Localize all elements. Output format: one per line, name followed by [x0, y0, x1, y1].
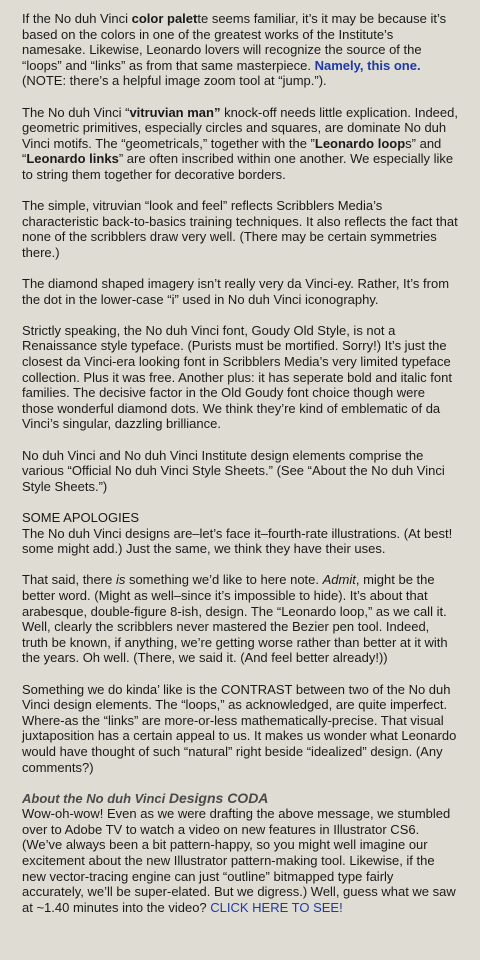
text: If the No duh Vinci [22, 11, 132, 26]
text: s” and “ [22, 135, 442, 167]
text: ” are often inscribed within one another. We especially like to string them together for decorative borders. [22, 151, 454, 182]
text: The No duh Vinci “ [22, 104, 130, 120]
italic-text: Admit [322, 572, 356, 588]
paragraph-admission [22, 572, 458, 666]
bold-text: Leonardo loop [314, 135, 406, 151]
text: te seems familiar, it’s it may be because it’s based on the colors in one of the greatest works of the Institute’s namesake. Likewise, Leonardo lovers will recognize the source of the “loops” and “links” as from that same masterpiece. [22, 11, 447, 73]
click-here-link[interactable]: CLICK HERE TO SEE! [210, 899, 343, 915]
paragraph-vitruvian-man [22, 105, 458, 183]
text: That said, there [22, 572, 116, 588]
italic-text: is [115, 572, 126, 588]
coda-heading-part: Designs CODA [168, 789, 269, 806]
text: (NOTE: there’s a helpful image zoom tool at “jump.”). [22, 73, 327, 89]
coda-heading [22, 791, 458, 807]
text: Wow-oh-wow! Even as we were drafting the above message, we stumbled over to Adobe TV to watch a video on new features in Illustrator CS6. (We’ve always been a bit pattern-happy, so you might well imagine our excitement about the new Illustrator pattern-making tool. Likewise, if the new vector-tracing engine can just “outline” bitmapped type fairly accurately, we’ll be super-elated. But we digress.) Well, guess what we saw at ~1.40 minutes into the video? [22, 806, 456, 915]
namely-this-one-link[interactable]: Namely, this one. [314, 57, 421, 73]
bold-text: vitruvian man” [129, 104, 221, 120]
coda-heading-part: About the No duh Vinci [22, 790, 169, 806]
paragraph-color-palette [22, 11, 458, 89]
text: , might be the better word. (Might as well–since it’s impossible to hide). It’s about that arabesque, double-figure 8-ish, design. The “Leonardo loop,” as we call it. Well, clearly the scribblers never mastered the Bezier pen tool. Indeed, truth be known, if anything, we’re getting worse rather than better at it with the years. Oh well. (There, we said it. (And feel better already!)) [22, 572, 448, 666]
paragraph-coda [22, 806, 458, 915]
text: knock-off needs little explication. Indeed, geometric primitives, especially circles and squares, are dominate No duh Vinci motifs. The “geometricals,” together with the ” [22, 104, 458, 151]
paragraph-look-and-feel: The simple, vitruvian “look and feel” reflects Scribblers Media’s characteristic back-to-basics training techniques. It also reflects the fact that none of the scribblers draw very well. (There may be certain symmetries there.) [22, 198, 458, 260]
text: something we’d like to here note. [125, 572, 323, 588]
paragraph-apologies: The No duh Vinci designs are–let’s face it–fourth-rate illustrations. (At best! some might add.) Just the same, we think they have their uses. [22, 525, 453, 557]
paragraph-contrast: Something we do kinda’ like is the CONTRAST between two of the No duh Vinci design elements. The “loops,” as acknowledged, are quite imperfect. Where-as the “links” are more-or-less mathematically-precise. That visual juxtaposition has a certain appeal to us. It makes us wonder what Leonardo would have thought of such “natural” right beside “idealized” design. (Any comments?) [22, 681, 457, 775]
bold-text: Leonardo links [26, 151, 119, 167]
bold-text: color palet [131, 11, 198, 26]
paragraph-diamond-imagery: The diamond shaped imagery isn’t really very da Vinci-ey. Rather, It’s from the dot in the lower-case “i” used in No duh Vinci iconography. [22, 276, 450, 307]
paragraph-style-sheets: No duh Vinci and No duh Vinci Institute design elements comprise the various “Official No duh Vinci Style Sheets.” (See “About the No duh Vinci Style Sheets.”) [22, 447, 445, 494]
paragraph-font: Strictly speaking, the No duh Vinci font, Goudy Old Style, is not a Renaissance style typeface. (Purists must be mortified. Sorry!) It’s just the closest da Vinci-era looking font in Scribblers Media’s very limited typeface collection. Plus it was free. Another plus: it has seperate bold and italic font families. The decisive factor in the Old Goudy font choice though were those wonderful diamond dots. We think they’re kind of emblematic of da Vinci’s singular, dazzling brilliance. [22, 322, 452, 432]
apologies-heading: SOME APOLOGIES [22, 510, 140, 525]
